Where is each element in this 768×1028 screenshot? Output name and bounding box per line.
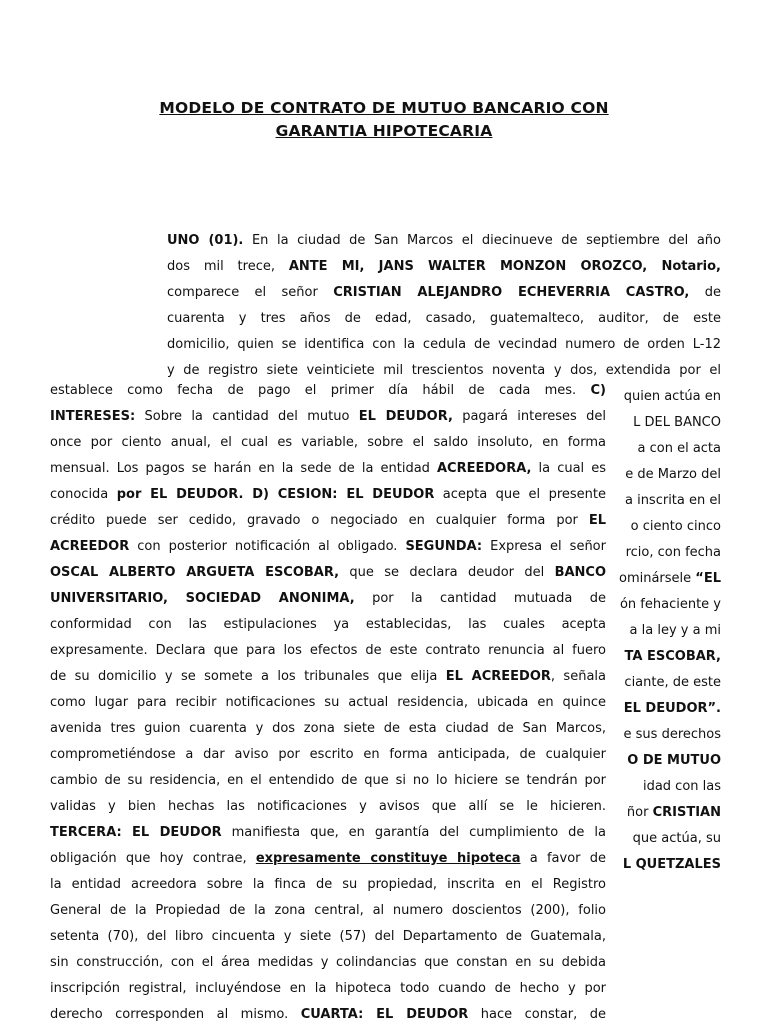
text-run: , señala — [550, 669, 606, 684]
front-page-line — [50, 924, 606, 950]
text-run: Sobre la cantidad del mutuo — [135, 409, 359, 424]
text-run: TERCERA: EL DEUDOR — [50, 825, 222, 840]
text-run: OSCAL ALBERTO ARGUETA ESCOBAR, — [50, 565, 340, 580]
back-page-fragment-line — [606, 462, 721, 488]
front-page-line — [50, 768, 606, 794]
text-run: setenta (70), del libro cincuenta y siete (57) del Departamento de Guatemala, — [50, 929, 606, 944]
text-run: la cual es — [531, 461, 607, 476]
document-title-line-2: GARANTIA HIPOTECARIA — [275, 122, 493, 140]
text-run: que se declara deudor del — [339, 565, 555, 580]
text-run: a favor de — [520, 851, 606, 866]
front-page-paragraph — [50, 378, 606, 1028]
text-run: domicilio, quien se identifica con la cedula de vecindad numero de orden L-12 — [167, 337, 721, 352]
back-page-fragment-line — [606, 618, 721, 644]
text-run: EL — [588, 513, 606, 528]
text-run: pagará intereses del — [452, 409, 606, 424]
text-run: INTERESES: — [50, 409, 136, 424]
text-run: TA ESCOBAR, — [624, 649, 721, 664]
front-page-line — [50, 1002, 606, 1028]
back-page-cut-line: y de registro siete veinticiete mil trescientos noventa y dos, extendida por el — [167, 363, 721, 378]
text-run: ACREEDORA, — [437, 461, 532, 476]
text-run: comparece el señor — [167, 285, 334, 300]
text-run: cuarenta y tres años de edad, casado, guatemalteco, auditor, de este — [167, 311, 721, 326]
front-page-line — [50, 560, 606, 586]
back-page-fragment-line — [606, 540, 721, 566]
text-run: expresamente constituye hipoteca — [255, 851, 521, 866]
front-page-line — [50, 976, 606, 1002]
text-run: CRISTIAN — [652, 805, 721, 820]
text-run: derecho corresponden al mismo. — [50, 1007, 301, 1022]
text-run: inscripción registral, incluyéndose en la hipoteca todo cuando de hecho y por — [50, 981, 606, 996]
text-run: sin construcción, con el área medidas y colindancias que constan en su debida — [50, 955, 606, 970]
text-run: L DEL BANCO — [633, 415, 721, 430]
back-page-fragment-line — [606, 410, 721, 436]
back-page-fragment-line — [606, 384, 721, 410]
back-page-line — [167, 306, 721, 332]
text-run: UNIVERSITARIO, SOCIEDAD ANONIMA, — [50, 591, 355, 606]
text-run: que actúa, su — [632, 831, 721, 846]
back-page-fragment-line — [606, 774, 721, 800]
back-page-fragment-line — [606, 644, 721, 670]
text-run: crédito puede ser cedido, gravado o negociado en cualquier forma por — [50, 513, 589, 528]
back-page-fragment-line — [606, 696, 721, 722]
text-run: a inscrita en el — [624, 493, 721, 508]
front-page-line — [50, 534, 606, 560]
text-run: o ciento cinco — [630, 519, 721, 534]
front-page-line — [50, 508, 606, 534]
back-page-fragment-line — [606, 670, 721, 696]
text-run: manifiesta que, en garantía del cumplimiento de la — [221, 825, 606, 840]
back-page-line — [167, 254, 721, 280]
back-page-fragment-line — [606, 800, 721, 826]
text-run: “EL — [695, 571, 721, 586]
text-run: acepta que el presente — [434, 487, 606, 502]
front-page-line — [50, 820, 606, 846]
front-page-line — [50, 482, 606, 508]
front-page-line — [50, 690, 606, 716]
text-run: de su domicilio y se somete a los tribunales que elija — [50, 669, 446, 684]
text-run: CUARTA: EL DEUDOR — [300, 1007, 469, 1022]
text-run: UNO (01). — [167, 233, 244, 248]
back-page-fragment-line — [606, 436, 721, 462]
back-page-fragment-line — [606, 514, 721, 540]
text-run: mensual. Los pagos se harán en la sede de la entidad — [50, 461, 437, 476]
text-run: General de la Propiedad de la zona central, al numero doscientos (200), folio — [50, 903, 606, 918]
text-run: EL DEUDOR, — [358, 409, 453, 424]
text-run: once por ciento anual, el cual es variable, sobre el saldo insoluto, en forma — [50, 435, 606, 450]
front-page-line — [50, 794, 606, 820]
text-run: hace constar, de — [468, 1007, 607, 1022]
front-page-line — [50, 456, 606, 482]
text-run: rcio, con fecha — [625, 545, 721, 560]
text-run: comprometiéndose a dar aviso por escrito en forma anticipada, de cualquier — [50, 747, 606, 762]
text-run: cambio de su residencia, en el entendido de que si no lo hiciere se tendrán por — [50, 773, 606, 788]
front-page-line — [50, 586, 606, 612]
text-run: por EL DEUDOR. D) CESION: EL DEUDOR — [116, 487, 435, 502]
front-page-line — [50, 430, 606, 456]
back-page-fragment-line — [606, 748, 721, 774]
back-page-fragment-line — [606, 722, 721, 748]
text-run: En la ciudad de San Marcos el diecinueve de septiembre del año — [243, 233, 721, 248]
text-run: ciante, de este — [624, 675, 721, 690]
front-page-line — [50, 378, 606, 404]
back-page-line — [167, 280, 721, 306]
text-run: con posterior notificación al obligado. — [129, 539, 406, 554]
back-page-paragraph — [167, 228, 721, 358]
front-page-line — [50, 898, 606, 924]
text-run: SEGUNDA: — [405, 539, 483, 554]
text-run: expresamente. Declara que para los efectos de este contrato renuncia al fuero — [50, 643, 606, 658]
text-run: L QUETZALES — [622, 857, 721, 872]
text-run: conformidad con las estipulaciones ya establecidas, las cuales acepta — [50, 617, 606, 632]
front-page-line — [50, 742, 606, 768]
text-run: validas y bien hechas las notificaciones y avisos que allí se le hicieren. — [50, 799, 606, 814]
document-title-line-1: MODELO DE CONTRATO DE MUTUO BANCARIO CON — [159, 99, 609, 117]
text-run: por la cantidad mutuada de — [354, 591, 607, 606]
text-run: ón fehaciente y — [619, 597, 721, 612]
text-run: Expresa el señor — [482, 539, 606, 554]
text-run: establece como fecha de pago el primer día hábil de cada mes. — [50, 383, 591, 398]
front-page-line — [50, 404, 606, 430]
text-run: a la ley y a mi — [629, 623, 721, 638]
front-page-line — [50, 950, 606, 976]
front-page-line — [50, 638, 606, 664]
front-page-line — [50, 872, 606, 898]
text-run: CRISTIAN ALEJANDRO ECHEVERRIA CASTRO, — [333, 285, 690, 300]
front-page-line — [50, 846, 606, 872]
front-page-line — [50, 664, 606, 690]
text-run: conocida — [50, 487, 117, 502]
text-run: ñor — [626, 805, 653, 820]
text-run: a con el acta — [637, 441, 721, 456]
back-page-fragment-line — [606, 566, 721, 592]
text-run: avenida tres guion cuarenta y dos zona siete de esta ciudad de San Marcos, — [50, 721, 606, 736]
text-run: obligación que hoy contrae, — [50, 851, 256, 866]
text-run: idad con las — [642, 779, 721, 794]
text-run: dos mil trece, — [167, 259, 289, 274]
text-run: ominársele — [618, 571, 696, 586]
back-page-line — [167, 228, 721, 254]
front-page-line — [50, 716, 606, 742]
front-page-line — [50, 612, 606, 638]
back-page-fragment-line — [606, 592, 721, 618]
text-run: e sus derechos — [623, 727, 721, 742]
text-run: BANCO — [554, 565, 607, 580]
text-run: O DE MUTUO — [627, 753, 721, 768]
text-run: ACREEDOR — [50, 539, 130, 554]
text-run: como lugar para recibir notificaciones su actual residencia, ubicada en quince — [50, 695, 606, 710]
back-page-fragment-line — [606, 852, 721, 878]
text-run: de — [689, 285, 721, 300]
text-run: EL DEUDOR”. — [623, 701, 721, 716]
back-page-fragment-line — [606, 826, 721, 852]
back-page-line — [167, 332, 721, 358]
text-run: C) — [590, 383, 606, 398]
text-run: e de Marzo del — [625, 467, 721, 482]
back-page-right-fragments — [606, 384, 721, 878]
text-run: EL ACREEDOR — [445, 669, 551, 684]
text-run: ANTE MI, JANS WALTER MONZON OROZCO, Notario, — [288, 259, 721, 274]
text-run: la entidad acreedora sobre la finca de su propiedad, inscrita en el Registro — [50, 877, 606, 892]
text-run: quien actúa en — [623, 389, 721, 404]
back-page-fragment-line — [606, 488, 721, 514]
